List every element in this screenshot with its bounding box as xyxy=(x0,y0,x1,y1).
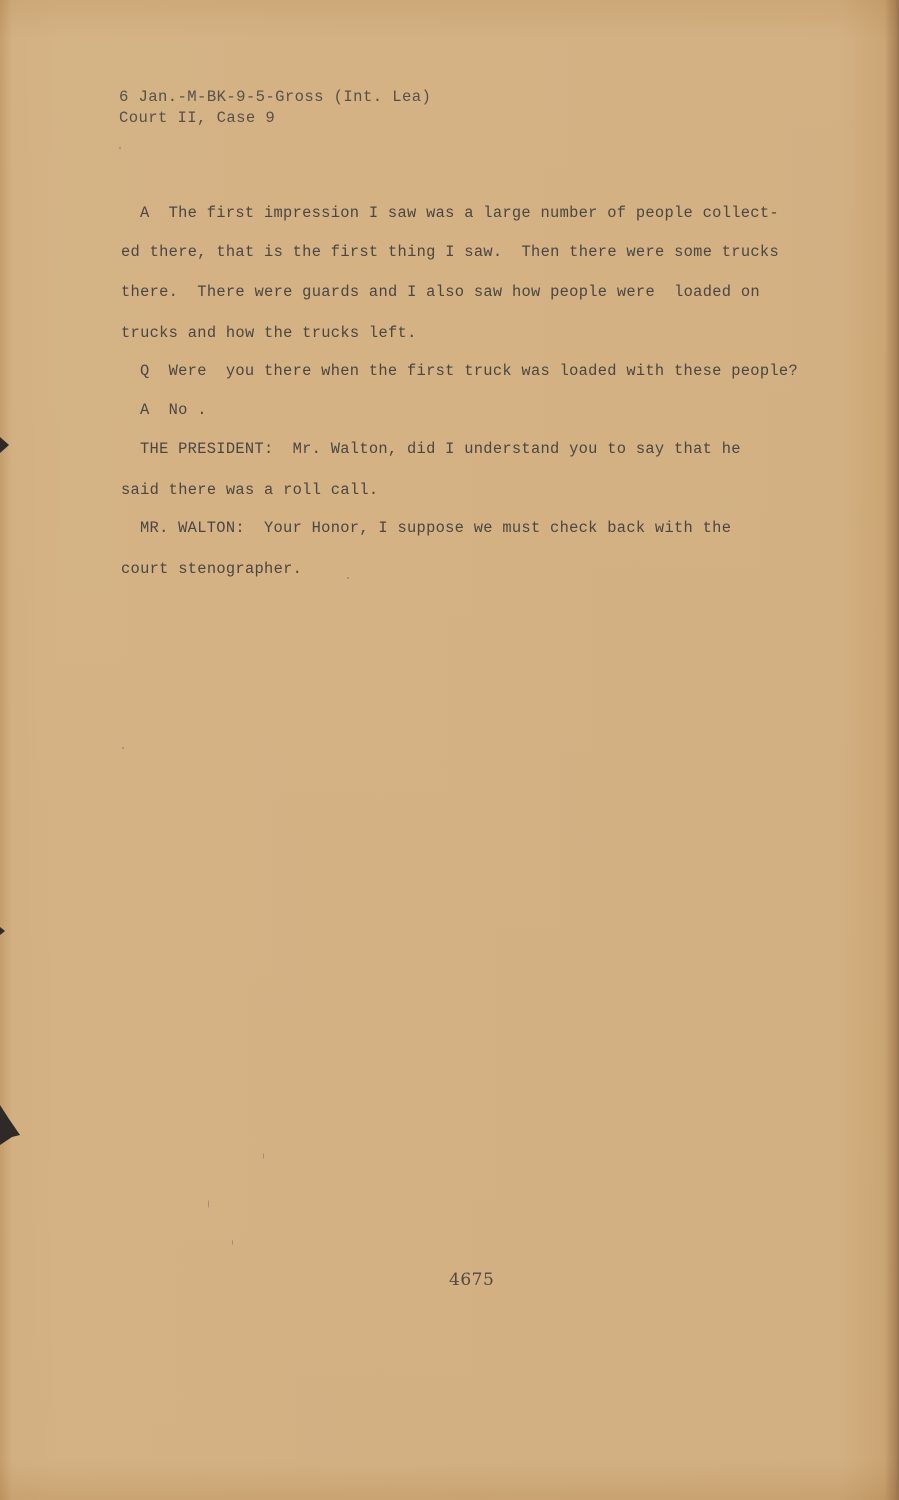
paper-speck xyxy=(263,1153,264,1159)
left-margin-mark xyxy=(0,1105,20,1145)
testimony-line-8: said there was a roll call. xyxy=(121,481,379,499)
testimony-line-9: MR. WALTON: Your Honor, I suppose we must check back with the xyxy=(140,519,732,537)
paper-speck xyxy=(122,747,124,749)
header-court-case-line: Court II, Case 9 xyxy=(119,109,276,127)
page-number: 4675 xyxy=(449,1270,495,1290)
testimony-line-7: THE PRESIDENT: Mr. Walton, did I understand you to say that he xyxy=(140,440,741,458)
paper-speck xyxy=(119,147,121,149)
testimony-line-4: trucks and how the trucks left. xyxy=(121,324,417,342)
testimony-line-1: A The first impression I saw was a large number of people collect- xyxy=(140,204,779,222)
header-reference-line: 6 Jan.-M-BK-9-5-Gross (Int. Lea) xyxy=(119,88,432,106)
paper-speck xyxy=(232,1240,233,1245)
testimony-line-5: Q Were you there when the first truck was loaded with these people? xyxy=(140,362,798,380)
paper-speck xyxy=(347,577,349,579)
paper-speck xyxy=(208,1200,209,1208)
page-edge-shadow xyxy=(885,0,899,1500)
testimony-line-6: A No . xyxy=(140,401,207,419)
testimony-line-3: there. There were guards and I also saw how people were loaded on xyxy=(121,283,760,301)
left-margin-mark xyxy=(0,927,5,935)
left-margin-mark xyxy=(0,437,9,453)
testimony-line-2: ed there, that is the first thing I saw. Then there were some trucks xyxy=(121,243,779,261)
testimony-line-10: court stenographer. xyxy=(121,560,303,578)
